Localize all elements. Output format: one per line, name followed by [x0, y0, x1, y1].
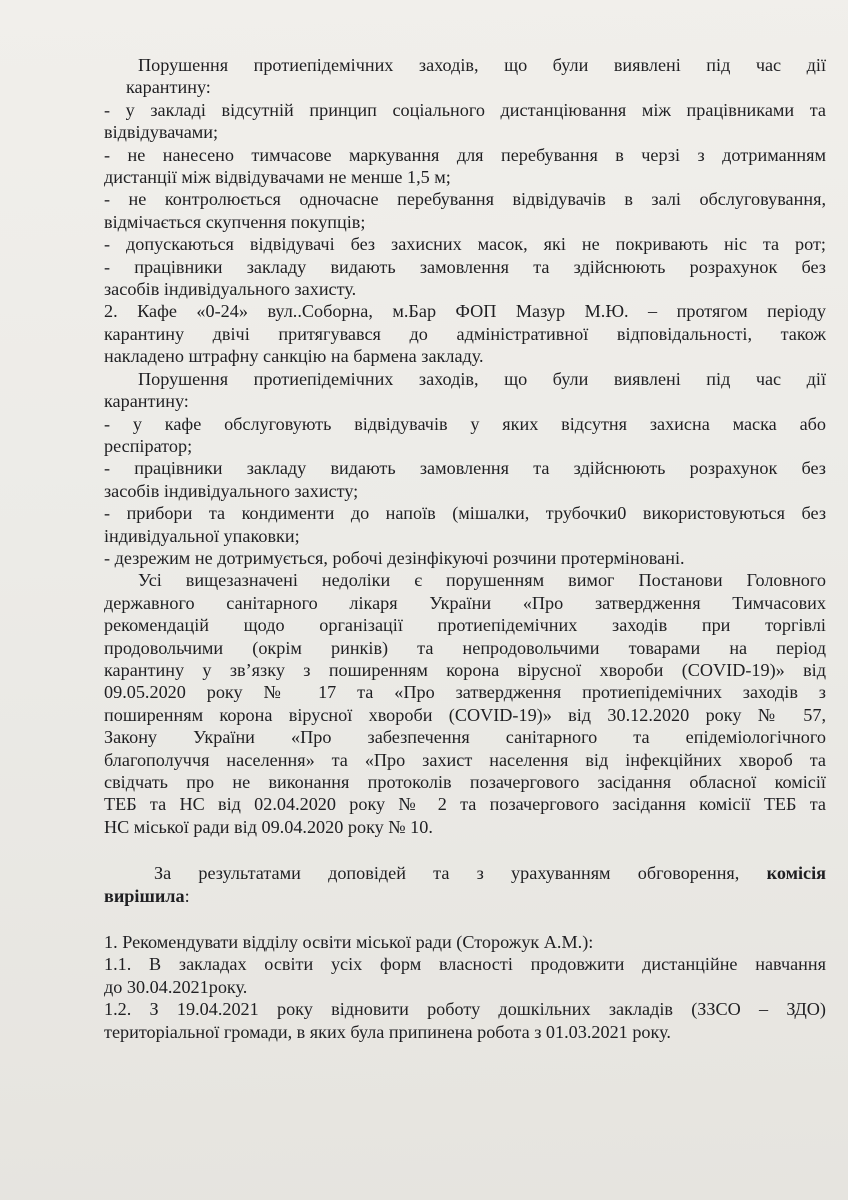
text-line: відмічається скупчення покупців; — [104, 211, 366, 232]
text-line: продовольчими (окрім ринків) та непродовольчими товарами на період — [104, 637, 826, 658]
text-line: відвідувачами; — [104, 122, 219, 143]
text-line: засобів індивідуального захисту; — [104, 480, 359, 501]
item-line: 1.1. В закладах освіти усіх форм власності продовжити дистанційне навчання — [104, 954, 826, 975]
item-line: 1. Рекомендувати відділу освіти міської ради (Сторожук А.М.): — [104, 932, 594, 953]
spacer — [104, 838, 826, 862]
text-line: Порушення протиепідемічних заходів, що були виявлені під час дії — [138, 368, 826, 389]
text-line: НС міської ради від 09.04.2020 року № 10. — [104, 816, 433, 837]
text-line: - працівники закладу видають замовлення та здійснюють розрахунок без — [104, 458, 826, 479]
item-line: 1.2. З 19.04.2021 року відновити роботу дошкільних закладів (ЗЗСО – ЗДО) — [104, 999, 826, 1020]
text-line: - дезрежим не дотримується, робочі дезінфікуючі розчини протерміновані. — [104, 547, 685, 568]
text-line: - не контролюється одночасне перебування відвідувачів в залі обслуговування, — [104, 189, 826, 210]
text-line: - прибори та кондименти до напоїв (мішалки, трубочки0 використовуються без — [104, 503, 826, 524]
text-line: накладено штрафну санкцію на бармена закладу. — [104, 346, 484, 367]
decision-bold-1: комісія — [766, 863, 826, 884]
text-line: Порушення протиепідемічних заходів, що були виявлені під час дії — [138, 55, 826, 75]
text-line: - допускаються відвідувачі без захисних масок, які не покривають ніс та рот; — [104, 234, 826, 255]
text-line: - у кафе обслуговують відвідувачів у яких відсутня захисна маска або — [104, 413, 826, 434]
text-line: свідчать про не виконання протоколів позачергового засідання обласної комісії — [104, 772, 826, 792]
text-line: 09.05.2020 року № 17 та «Про затвердження протиепідемічних заходів з — [104, 682, 826, 703]
text-line: Закону України «Про забезпечення санітарного та епідеміологічного — [104, 727, 826, 748]
decision-bold-2: вирішила — [104, 885, 185, 906]
text-line: - працівники закладу видають замовлення та здійснюють розрахунок без — [104, 256, 826, 277]
decision-line — [104, 885, 826, 907]
spacer — [104, 907, 826, 931]
text-line: рекомендацій щодо організації протиепідемічних заходів при торгівлі — [104, 615, 826, 636]
text-line: карантину: — [126, 77, 211, 98]
text-line: індивідуальної упаковки; — [104, 525, 300, 546]
text-line: карантину у зв’язку з поширенням корона вірусної хвороби (COVID-19)» від — [104, 659, 826, 680]
decision-colon: : — [184, 885, 190, 906]
text-line: респіратор; — [104, 435, 193, 456]
decision-line — [104, 862, 826, 884]
text-line: благополуччя населення» та «Про захист населення від інфекційних хвороб та — [104, 749, 826, 770]
item-line: територіальної громади, в яких була припинена робота з 01.03.2021 року. — [104, 1021, 671, 1042]
text-line: дистанції між відвідувачами не менше 1,5 м; — [104, 167, 451, 188]
text-line: карантину: — [104, 391, 189, 412]
text-line: поширенням корона вірусної хвороби (COVID-19)» від 30.12.2020 року № 57, — [104, 704, 826, 725]
text-line: державного санітарного лікаря України «Про затвердження Тимчасових — [104, 592, 826, 613]
text-line: - у закладі відсутній принцип соціального дистанціювання між працівниками та — [104, 99, 826, 120]
text-line: ТЕБ та НС від 02.04.2020 року № 2 та позачергового засідання комісії ТЕБ та — [104, 794, 826, 815]
decision-intro: За результатами доповідей та з урахуванням обговорення, — [154, 863, 740, 884]
text-line: Усі вищезазначені недоліки є порушенням вимог Постанови Головного — [138, 570, 826, 591]
text-line: 2. Кафе «0-24» вул..Соборна, м.Бар ФОП Мазур М.Ю. – протягом періоду — [104, 301, 826, 322]
item-line: до 30.04.2021року. — [104, 976, 248, 997]
text-line: карантину двічі притягувався до адміністративної відповідальності, також — [104, 323, 826, 344]
text-line: - не нанесено тимчасове маркування для перебування в черзі з дотриманням — [104, 144, 826, 165]
text-line: засобів індивідуального захисту. — [104, 279, 357, 300]
